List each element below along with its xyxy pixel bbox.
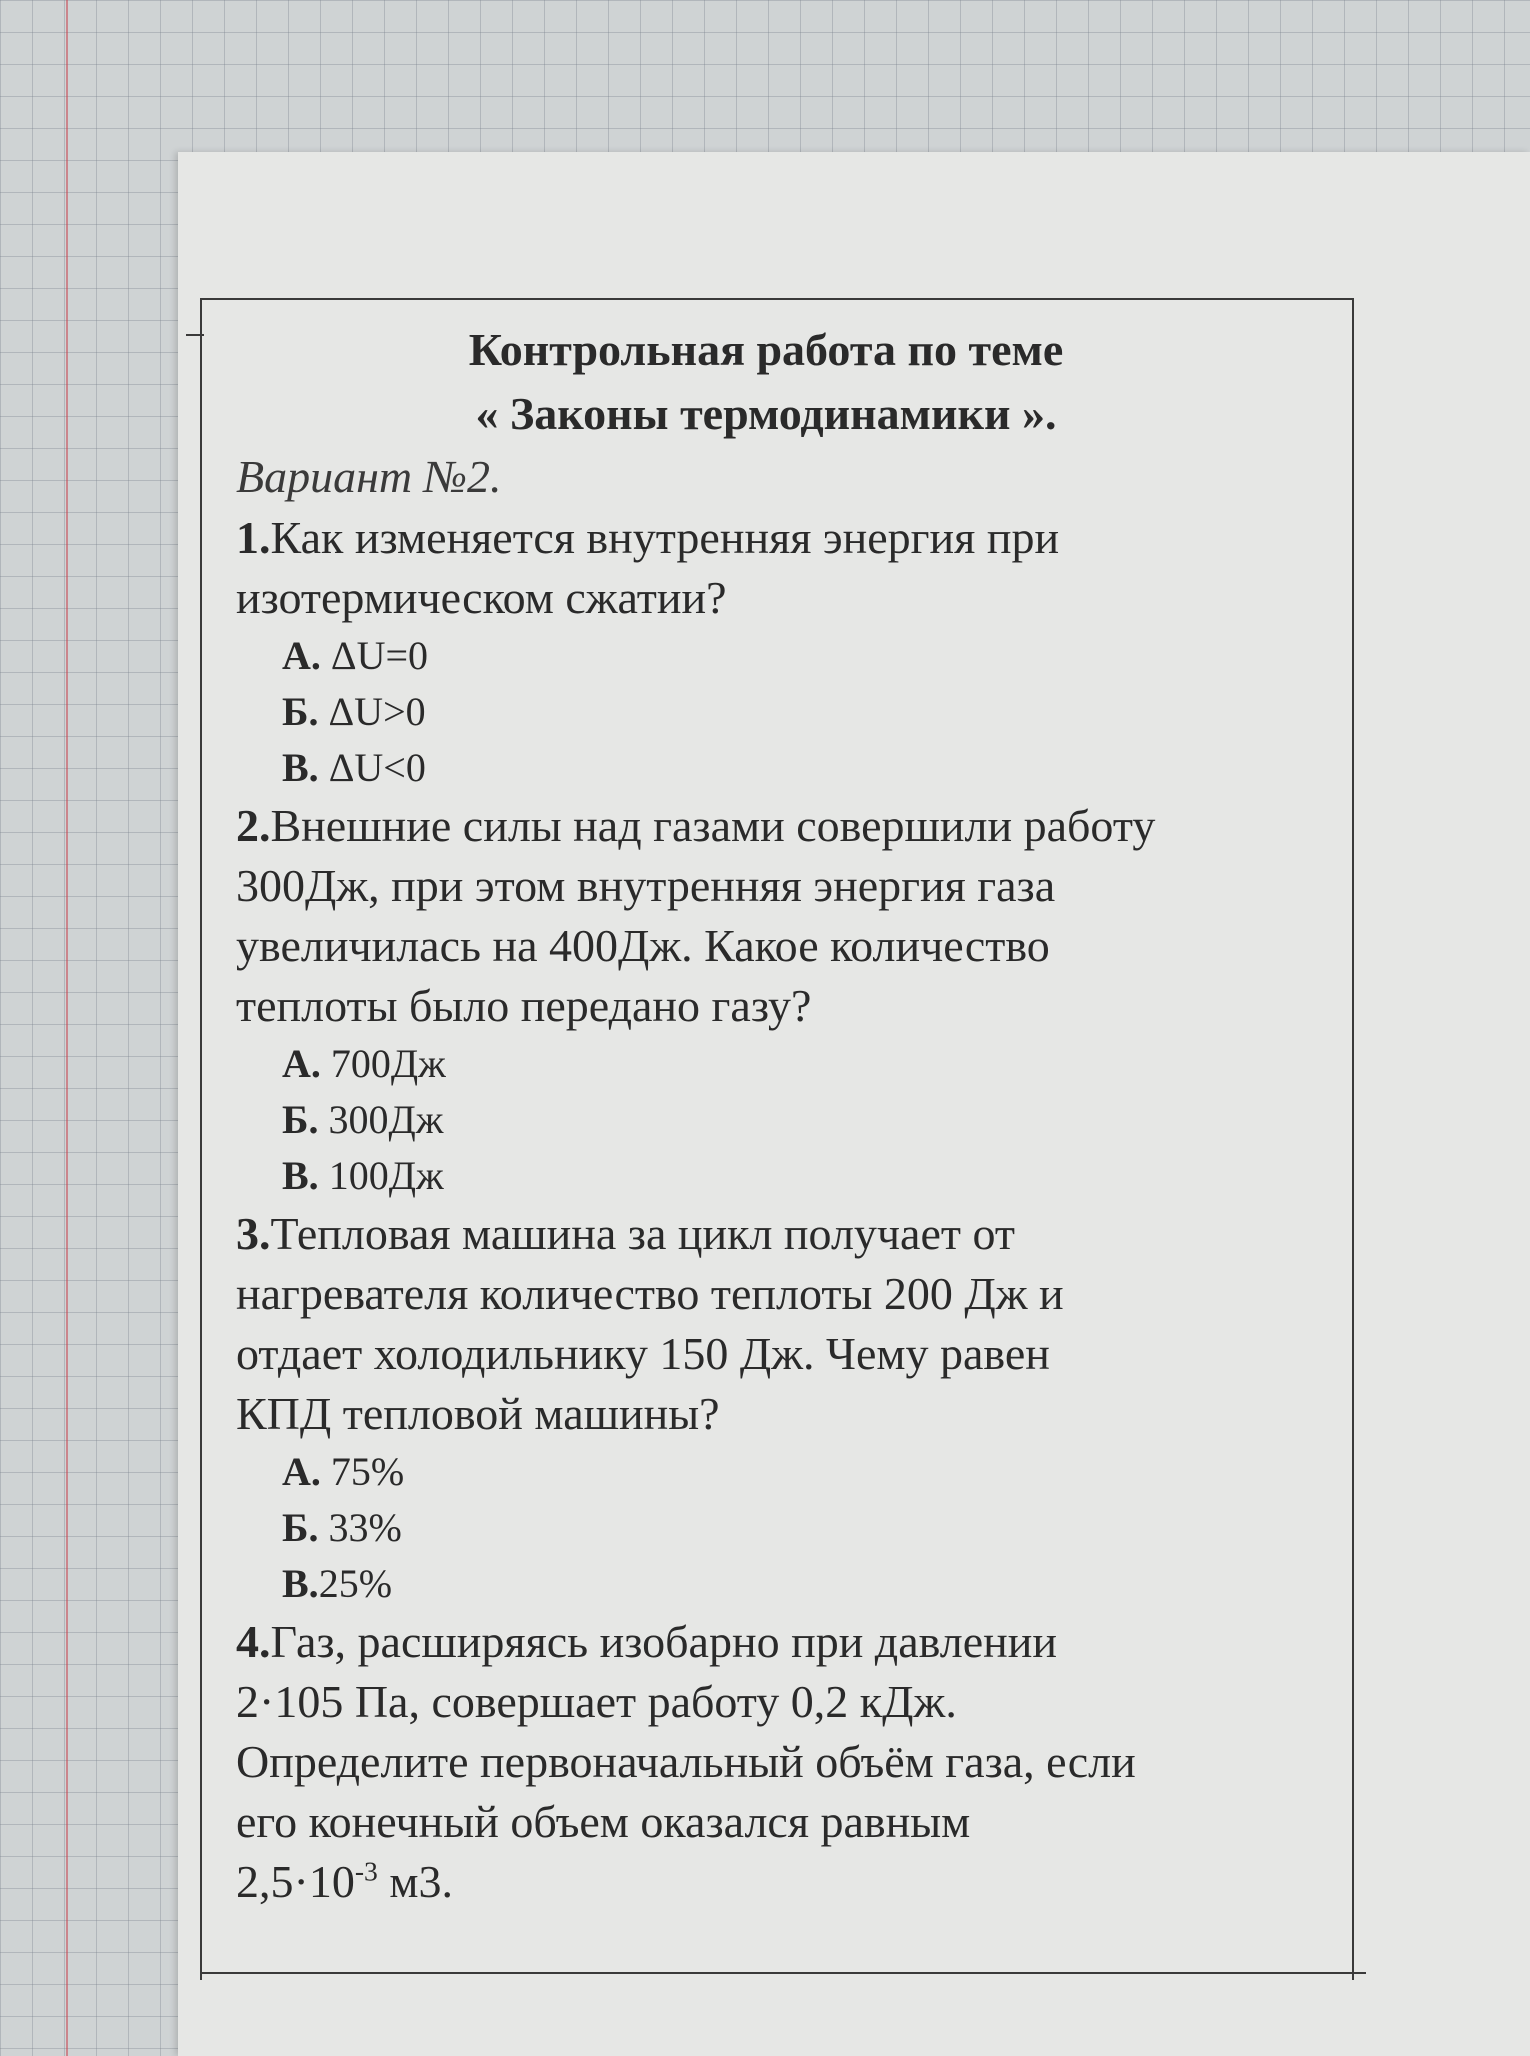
option-letter: Б.: [282, 1097, 319, 1142]
option-text: ΔU=0: [320, 633, 429, 678]
option-letter: Б.: [282, 689, 319, 734]
title-line-2: « Законы термодинамики ».: [475, 388, 1057, 439]
option-item: [282, 684, 1336, 740]
volume-base: 2,5·10: [236, 1856, 355, 1907]
option-text: 100Дж: [318, 1153, 444, 1198]
question-2-number: 2.: [236, 800, 271, 851]
option-item: [282, 1148, 1336, 1204]
frame-side-tick: [186, 334, 204, 336]
question-4-text: Газ, расширяясь изобарно при давлении: [270, 1616, 1057, 1667]
question-2-line-3: увеличилась на 400Дж. Какое количество: [236, 920, 1050, 971]
option-item: [282, 1036, 1336, 1092]
option-text: ΔU>0: [318, 689, 426, 734]
option-item: [282, 628, 1336, 684]
option-text: 75%: [320, 1449, 405, 1494]
question-4-line-3: Определите первоначальный объём газа, если: [236, 1736, 1136, 1787]
test-content: [236, 318, 1336, 1912]
question-4-line-1: [236, 1612, 1336, 1672]
question-2-text: Внешние силы над газами совершили работу: [270, 800, 1156, 851]
volume-exponent: -3: [354, 1855, 378, 1887]
document-frame-bottom: [200, 1972, 1366, 1974]
title-line-1: Контрольная работа по теме: [468, 324, 1064, 375]
question-1-line-2: изотермическом сжатии?: [236, 572, 727, 623]
volume-unit: м3.: [377, 1856, 453, 1907]
question-1-number: 1.: [236, 512, 271, 563]
option-text: 25%: [318, 1561, 393, 1606]
option-letter: А.: [282, 633, 321, 678]
option-letter: А.: [282, 1041, 321, 1086]
option-text: 33%: [318, 1505, 402, 1550]
question-1-line-1: [236, 508, 1336, 568]
option-letter: Б.: [282, 1505, 319, 1550]
notebook-margin-line: [66, 0, 68, 2056]
option-text: 300Дж: [318, 1097, 444, 1142]
option-item: [282, 1556, 1336, 1612]
question-3-text: Тепловая машина за цикл получает от: [270, 1208, 1015, 1259]
question-2-line-2: 300Дж, при этом внутренняя энергия газа: [236, 860, 1056, 911]
option-letter: В.: [282, 745, 319, 790]
question-1-options: [236, 628, 1336, 796]
option-letter: В.: [282, 1153, 319, 1198]
question-3-options: [236, 1444, 1336, 1612]
question-4-line-2: 2·105 Па, совершает работу 0,2 кДж.: [236, 1676, 957, 1727]
option-item: [282, 1500, 1336, 1556]
option-text: 700Дж: [320, 1041, 446, 1086]
option-letter: В.: [282, 1561, 319, 1606]
question-4-line-5: [236, 1852, 1336, 1912]
option-item: [282, 1444, 1336, 1500]
question-1-text: Как изменяется внутренняя энергия при: [270, 512, 1060, 563]
question-3-line-2: нагревателя количество теплоты 200 Дж и: [236, 1268, 1064, 1319]
question-3-line-1: [236, 1204, 1336, 1264]
option-item: [282, 1092, 1336, 1148]
option-text: ΔU<0: [318, 745, 426, 790]
question-3-number: 3.: [236, 1208, 271, 1259]
question-2-options: [236, 1036, 1336, 1204]
question-4-line-4: его конечный объем оказался равным: [236, 1796, 971, 1847]
question-3-line-3: отдает холодильнику 150 Дж. Чему равен: [236, 1328, 1050, 1379]
question-2-line-4: теплоты было передано газу?: [236, 980, 812, 1031]
question-4-number: 4.: [236, 1616, 271, 1667]
question-2-line-1: [236, 796, 1336, 856]
option-item: [282, 740, 1336, 796]
option-letter: А.: [282, 1449, 321, 1494]
question-3-line-4: КПД тепловой машины?: [236, 1388, 720, 1439]
variant-label: Вариант №2.: [236, 451, 502, 502]
